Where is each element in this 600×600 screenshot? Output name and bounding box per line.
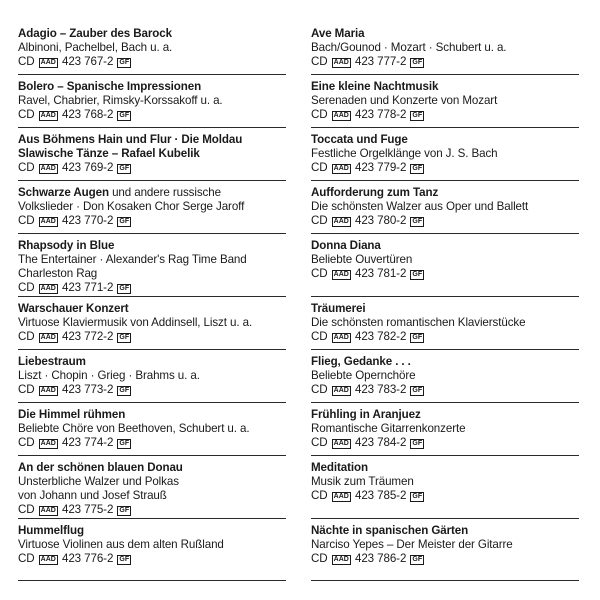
divider-rule bbox=[311, 296, 579, 297]
album-title-text: Donna Diana bbox=[311, 239, 381, 252]
cd-label: CD bbox=[311, 383, 328, 396]
album-description bbox=[311, 422, 579, 436]
catalog-number-line bbox=[18, 214, 286, 228]
divider-rule bbox=[311, 455, 579, 456]
gf-badge: GF bbox=[412, 334, 423, 341]
catalog-number-line bbox=[311, 55, 579, 69]
catalog-number-line bbox=[18, 281, 286, 295]
gf-badge: GF bbox=[412, 165, 423, 172]
album-entry bbox=[311, 80, 579, 122]
album-title bbox=[18, 27, 286, 41]
catalog-number: 423 777-2 bbox=[354, 55, 407, 68]
album-description-text: Virtuose Violinen aus dem alten Rußland bbox=[18, 538, 224, 551]
divider-rule bbox=[18, 74, 286, 75]
gf-badge: GF bbox=[119, 507, 130, 514]
album-title bbox=[311, 408, 579, 422]
album-title bbox=[311, 80, 579, 94]
gf-badge: GF bbox=[119, 387, 130, 394]
cd-label: CD bbox=[311, 214, 328, 227]
gf-badge: GF bbox=[412, 440, 423, 447]
aad-badge: AAD bbox=[40, 440, 56, 447]
album-title bbox=[18, 524, 286, 538]
divider-rule bbox=[311, 349, 579, 350]
aad-badge: AAD bbox=[40, 507, 56, 514]
divider-rule bbox=[18, 402, 286, 403]
divider-rule bbox=[18, 180, 286, 181]
aad-badge: AAD bbox=[333, 112, 349, 119]
aad-badge: AAD bbox=[333, 165, 349, 172]
catalog-number: 423 786-2 bbox=[354, 552, 407, 565]
album-entry bbox=[311, 461, 579, 503]
album-description bbox=[18, 475, 286, 489]
album-title-text: Nächte in spanischen Gärten bbox=[311, 524, 469, 537]
aad-badge: AAD bbox=[333, 440, 349, 447]
divider-rule bbox=[18, 455, 286, 456]
catalog-number: 423 784-2 bbox=[354, 436, 407, 449]
catalog-number: 423 767-2 bbox=[61, 55, 114, 68]
catalog-number: 423 770-2 bbox=[61, 214, 114, 227]
divider-rule bbox=[311, 127, 579, 128]
catalog-number-line bbox=[18, 161, 286, 175]
divider-rule bbox=[311, 180, 579, 181]
aad-badge: AAD bbox=[333, 387, 349, 394]
gf-badge: GF bbox=[119, 59, 130, 66]
album-title-suffix: und andere russische bbox=[108, 186, 221, 199]
catalog-number: 423 775-2 bbox=[61, 503, 114, 516]
album-description bbox=[311, 538, 579, 552]
catalog-number-line bbox=[311, 330, 579, 344]
catalog-number: 423 769-2 bbox=[61, 161, 114, 174]
cd-label: CD bbox=[311, 161, 328, 174]
catalog-number-line bbox=[18, 436, 286, 450]
aad-badge: AAD bbox=[40, 285, 56, 292]
album-title-text: Toccata und Fuge bbox=[311, 133, 408, 146]
album-entry bbox=[311, 239, 579, 281]
divider-rule bbox=[311, 233, 579, 234]
album-title bbox=[18, 80, 286, 94]
album-description-text: Beliebte Chöre von Beethoven, Schubert u. a. bbox=[18, 422, 250, 435]
cd-label: CD bbox=[18, 436, 35, 449]
catalog-number-line bbox=[311, 267, 579, 281]
aad-badge: AAD bbox=[40, 59, 56, 66]
catalog-number: 423 782-2 bbox=[354, 330, 407, 343]
album-title bbox=[311, 524, 579, 538]
album-description-text: Albinoni, Pachelbel, Bach u. a. bbox=[18, 41, 173, 54]
album-description bbox=[18, 422, 286, 436]
cd-label: CD bbox=[18, 503, 35, 516]
catalog-number-line bbox=[18, 552, 286, 566]
album-title bbox=[311, 461, 579, 475]
aad-badge: AAD bbox=[333, 556, 349, 563]
album-description-text: Serenaden und Konzerte von Mozart bbox=[311, 94, 498, 107]
album-entry bbox=[311, 27, 579, 69]
album-title-text: Ave Maria bbox=[311, 27, 365, 40]
album-description bbox=[311, 41, 579, 55]
album-description bbox=[18, 94, 286, 108]
catalog-number: 423 778-2 bbox=[354, 108, 407, 121]
album-title-text: Meditation bbox=[311, 461, 368, 474]
aad-badge: AAD bbox=[40, 112, 56, 119]
album-entry bbox=[311, 524, 579, 566]
album-description bbox=[18, 489, 286, 503]
catalog-number-line bbox=[18, 330, 286, 344]
catalog-number-line bbox=[18, 503, 286, 517]
album-title-text: Slawische Tänze – Rafael Kubelik bbox=[18, 147, 200, 160]
catalog-number-line bbox=[311, 161, 579, 175]
gf-badge: GF bbox=[412, 218, 423, 225]
catalog-number: 423 781-2 bbox=[354, 267, 407, 280]
album-entry bbox=[311, 133, 579, 175]
catalog-number: 423 771-2 bbox=[61, 281, 114, 294]
album-description-text: Die schönsten Walzer aus Oper und Ballett bbox=[311, 200, 529, 213]
album-title bbox=[311, 355, 579, 369]
album-description-text: von Johann und Josef Strauß bbox=[18, 489, 167, 502]
album-title bbox=[18, 408, 286, 422]
catalog-number-line bbox=[311, 552, 579, 566]
cd-label: CD bbox=[18, 55, 35, 68]
catalog-number-line bbox=[311, 489, 579, 503]
cd-label: CD bbox=[311, 55, 328, 68]
album-entry bbox=[18, 239, 286, 295]
album-title-text: Rhapsody in Blue bbox=[18, 239, 115, 252]
cd-label: CD bbox=[18, 330, 35, 343]
gf-badge: GF bbox=[119, 334, 130, 341]
album-title-text: Aufforderung zum Tanz bbox=[311, 186, 439, 199]
album-description-text: Festliche Orgelklänge von J. S. Bach bbox=[311, 147, 498, 160]
album-title bbox=[311, 27, 579, 41]
album-description bbox=[18, 369, 286, 383]
album-entry bbox=[18, 302, 286, 344]
cd-label: CD bbox=[311, 552, 328, 565]
album-description-text: Beliebte Opernchöre bbox=[311, 369, 416, 382]
album-title-text: Bolero – Spanische Impressionen bbox=[18, 80, 202, 93]
divider-rule bbox=[311, 74, 579, 75]
aad-badge: AAD bbox=[40, 218, 56, 225]
album-title bbox=[18, 147, 286, 161]
album-description bbox=[311, 369, 579, 383]
album-title bbox=[311, 186, 579, 200]
divider-rule bbox=[311, 518, 579, 519]
album-title-text: Schwarze Augen bbox=[18, 186, 109, 199]
album-title bbox=[18, 355, 286, 369]
album-entry bbox=[18, 133, 286, 175]
album-title bbox=[18, 186, 286, 200]
album-entry bbox=[311, 302, 579, 344]
gf-badge: GF bbox=[119, 112, 130, 119]
album-description-text: The Entertainer · Alexander's Rag Time Band bbox=[18, 253, 247, 266]
album-description-text: Bach/Gounod · Mozart · Schubert u. a. bbox=[311, 41, 507, 54]
aad-badge: AAD bbox=[333, 493, 349, 500]
album-description bbox=[18, 41, 286, 55]
album-description bbox=[311, 200, 579, 214]
divider-rule bbox=[18, 518, 286, 519]
catalog-number-line bbox=[18, 383, 286, 397]
aad-badge: AAD bbox=[40, 387, 56, 394]
catalog-number: 423 773-2 bbox=[61, 383, 114, 396]
catalog-number-line bbox=[311, 108, 579, 122]
catalog-number: 423 785-2 bbox=[354, 489, 407, 502]
album-entry bbox=[18, 408, 286, 450]
album-description-text: Beliebte Ouvertüren bbox=[311, 253, 413, 266]
cd-label: CD bbox=[18, 552, 35, 565]
catalog-number-line bbox=[18, 108, 286, 122]
album-description bbox=[311, 147, 579, 161]
catalog-number-line bbox=[311, 436, 579, 450]
album-description-text: Unsterbliche Walzer und Polkas bbox=[18, 475, 179, 488]
album-description-text: Romantische Gitarrenkonzerte bbox=[311, 422, 466, 435]
album-entry bbox=[18, 186, 286, 228]
album-description bbox=[311, 316, 579, 330]
divider-rule bbox=[18, 233, 286, 234]
catalog-number-line bbox=[311, 383, 579, 397]
cd-label: CD bbox=[18, 108, 35, 121]
cd-label: CD bbox=[311, 489, 328, 502]
album-description bbox=[18, 253, 286, 267]
catalog-number: 423 779-2 bbox=[354, 161, 407, 174]
album-description-text: Musik zum Träumen bbox=[311, 475, 414, 488]
cd-label: CD bbox=[311, 267, 328, 280]
divider-rule bbox=[311, 402, 579, 403]
aad-badge: AAD bbox=[40, 165, 56, 172]
album-title-text: Aus Böhmens Hain und Flur · Die Moldau bbox=[18, 133, 243, 146]
album-description bbox=[311, 253, 579, 267]
album-entry bbox=[18, 27, 286, 69]
cd-label: CD bbox=[18, 214, 35, 227]
gf-badge: GF bbox=[119, 440, 130, 447]
album-description bbox=[311, 94, 579, 108]
cd-label: CD bbox=[18, 383, 35, 396]
gf-badge: GF bbox=[119, 165, 130, 172]
gf-badge: GF bbox=[119, 556, 130, 563]
album-description-text: Volkslieder · Don Kosaken Chor Serge Jaroff bbox=[18, 200, 245, 213]
divider-rule bbox=[18, 296, 286, 297]
album-title bbox=[311, 302, 579, 316]
album-description-text: Ravel, Chabrier, Rimsky-Korssakoff u. a. bbox=[18, 94, 223, 107]
cd-label: CD bbox=[18, 161, 35, 174]
gf-badge: GF bbox=[412, 387, 423, 394]
divider-rule bbox=[18, 349, 286, 350]
catalog-number-line bbox=[311, 214, 579, 228]
album-description bbox=[18, 200, 286, 214]
album-entry bbox=[18, 524, 286, 566]
album-entry bbox=[311, 355, 579, 397]
album-entry bbox=[311, 186, 579, 228]
gf-badge: GF bbox=[412, 493, 423, 500]
gf-badge: GF bbox=[412, 59, 423, 66]
album-entry bbox=[18, 355, 286, 397]
catalog-number: 423 783-2 bbox=[354, 383, 407, 396]
album-title-text: Träumerei bbox=[311, 302, 366, 315]
album-title bbox=[311, 239, 579, 253]
aad-badge: AAD bbox=[333, 218, 349, 225]
album-title-text: Flieg, Gedanke . . . bbox=[311, 355, 411, 368]
divider-rule bbox=[18, 580, 286, 581]
cd-label: CD bbox=[311, 108, 328, 121]
gf-badge: GF bbox=[412, 112, 423, 119]
divider-rule bbox=[311, 580, 579, 581]
album-description bbox=[18, 316, 286, 330]
catalog-number-line bbox=[18, 55, 286, 69]
album-description bbox=[18, 538, 286, 552]
catalog-number: 423 776-2 bbox=[61, 552, 114, 565]
album-title-text: Eine kleine Nachtmusik bbox=[311, 80, 439, 93]
album-title bbox=[18, 461, 286, 475]
cd-label: CD bbox=[311, 330, 328, 343]
gf-badge: GF bbox=[412, 271, 423, 278]
album-entry bbox=[18, 80, 286, 122]
gf-badge: GF bbox=[119, 218, 130, 225]
album-description-text: Die schönsten romantischen Klavierstücke bbox=[311, 316, 526, 329]
album-title-text: Liebestraum bbox=[18, 355, 86, 368]
aad-badge: AAD bbox=[333, 334, 349, 341]
aad-badge: AAD bbox=[333, 271, 349, 278]
catalog-number: 423 774-2 bbox=[61, 436, 114, 449]
catalog-number: 423 768-2 bbox=[61, 108, 114, 121]
album-description-text: Charleston Rag bbox=[18, 267, 98, 280]
album-title-text: Frühling in Aranjuez bbox=[311, 408, 421, 421]
album-description bbox=[311, 475, 579, 489]
aad-badge: AAD bbox=[333, 59, 349, 66]
album-title bbox=[311, 133, 579, 147]
aad-badge: AAD bbox=[40, 334, 56, 341]
catalog-number: 423 780-2 bbox=[354, 214, 407, 227]
album-entry bbox=[311, 408, 579, 450]
album-title-text: An der schönen blauen Donau bbox=[18, 461, 183, 474]
album-title bbox=[18, 302, 286, 316]
catalog-number: 423 772-2 bbox=[61, 330, 114, 343]
album-title bbox=[18, 133, 286, 147]
album-title-text: Die Himmel rühmen bbox=[18, 408, 126, 421]
album-description-text: Narciso Yepes – Der Meister der Gitarre bbox=[311, 538, 513, 551]
album-title bbox=[18, 239, 286, 253]
aad-badge: AAD bbox=[40, 556, 56, 563]
album-description-text: Liszt · Chopin · Grieg · Brahms u. a. bbox=[18, 369, 200, 382]
album-title-text: Warschauer Konzert bbox=[18, 302, 129, 315]
divider-rule bbox=[18, 127, 286, 128]
album-title-text: Hummelflug bbox=[18, 524, 84, 537]
cd-label: CD bbox=[311, 436, 328, 449]
album-title-text: Adagio – Zauber des Barock bbox=[18, 27, 172, 40]
album-entry bbox=[18, 461, 286, 517]
gf-badge: GF bbox=[119, 285, 130, 292]
gf-badge: GF bbox=[412, 556, 423, 563]
album-description bbox=[18, 267, 286, 281]
album-description-text: Virtuose Klaviermusik von Addinsell, Liszt u. a. bbox=[18, 316, 253, 329]
cd-label: CD bbox=[18, 281, 35, 294]
